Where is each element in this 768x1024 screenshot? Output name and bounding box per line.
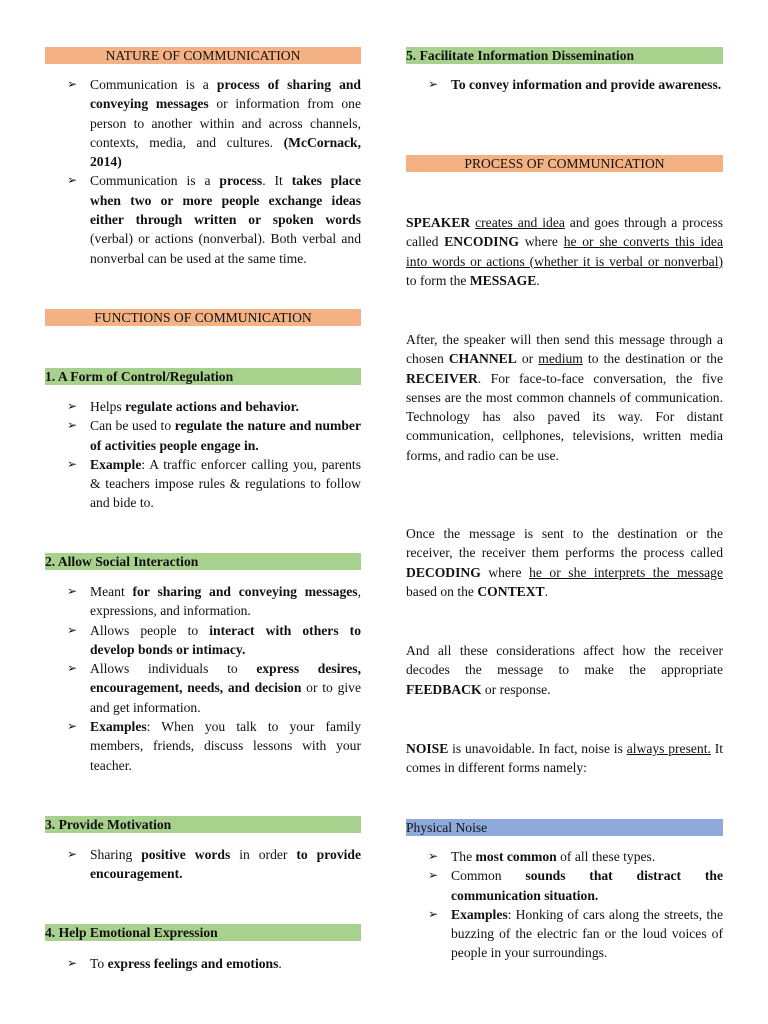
arrow-bullet-icon: ➢ <box>67 456 78 471</box>
physical-noise-list <box>406 847 723 963</box>
list-item: ➢ Examples: When you talk to your family members, friends, discuss lessons with your teacher. <box>67 719 361 773</box>
list-item: ➢ Communication is a process. It takes place when two or more people exchange ideas either through written or spoken words (verbal) or actions (nonverbal). Both verbal and nonverbal can be used at the same time. <box>67 173 361 266</box>
list-item: ➢ Helps regulate actions and behavior. <box>45 397 361 416</box>
list-item: ➢ Sharing positive words in order to provide encouragement. <box>67 847 361 882</box>
function-5-header: 5. Facilitate Information Dissemination <box>406 47 723 64</box>
function-1-list <box>45 397 361 513</box>
arrow-bullet-icon: ➢ <box>428 906 439 921</box>
function-2-header: 2. Allow Social Interaction <box>45 553 361 570</box>
process-paragraph-channel: After, the speaker will then send this message through a chosen CHANNEL or medium to the destination or the RECEIVER. For face-to-face conversation, the five senses are the most common channels of communication. Technology has also paved its way. For distant communication, cellphones, televisions, written media forms, and radio can be use. <box>406 332 723 463</box>
list-item: ➢ Communication is a process of sharing and conveying messages or information from one person to another within and across channels, contexts, media, and cultures. (McCornack, 2014) <box>67 77 362 170</box>
arrow-bullet-icon: ➢ <box>67 719 78 734</box>
function-2-list <box>45 582 361 775</box>
process-paragraph-speaker: SPEAKER creates and idea and goes through a process called ENCODING where he or she converts this idea into words or actions (whether it is verbal or nonverbal) to form the MESSAGE. <box>406 215 723 288</box>
arrow-bullet-icon: ➢ <box>67 584 78 598</box>
arrow-bullet-icon: ➢ <box>67 847 78 861</box>
list-item: ➢ Meant for sharing and conveying messages, expressions, and information. <box>67 584 361 619</box>
arrow-bullet-icon: ➢ <box>67 77 78 91</box>
list-item: ➢ To convey information and provide awareness. <box>406 75 723 94</box>
function-3-list <box>45 845 361 884</box>
function-4-list <box>45 954 361 973</box>
arrow-bullet-icon: ➢ <box>428 77 439 91</box>
process-paragraph-decoding: Once the message is sent to the destination or the receiver, the receiver them performs the process called DECODING where he or she interprets the message based on the CONTEXT. <box>406 526 723 599</box>
arrow-bullet-icon: ➢ <box>67 173 78 188</box>
arrow-bullet-icon: ➢ <box>428 868 439 883</box>
arrow-bullet-icon: ➢ <box>67 661 78 676</box>
arrow-bullet-icon: ➢ <box>67 418 78 433</box>
functions-header: FUNCTIONS OF COMMUNICATION <box>45 309 361 326</box>
physical-noise-header: Physical Noise <box>406 819 723 836</box>
nature-header: NATURE OF COMMUNICATION <box>45 47 361 64</box>
arrow-bullet-icon: ➢ <box>67 956 78 970</box>
function-1-header: 1. A Form of Control/Regulation <box>45 368 361 385</box>
function-4-header: 4. Help Emotional Expression <box>45 924 361 941</box>
arrow-bullet-icon: ➢ <box>67 399 78 413</box>
function-5-list <box>406 75 723 94</box>
function-3-header: 3. Provide Motivation <box>45 816 361 833</box>
arrow-bullet-icon: ➢ <box>428 849 439 863</box>
process-header: PROCESS OF COMMUNICATION <box>406 155 723 172</box>
list-item: ➢ Examples: Honking of cars along the streets, the buzzing of the electric fan or the loud voices of people in your surroundings. <box>428 906 723 961</box>
list-item: ➢ To express feelings and emotions. <box>45 954 361 973</box>
list-item: ➢ Example: A traffic enforcer calling you, parents & teachers impose rules & regulations to follow and bide to. <box>67 456 361 511</box>
process-paragraph-feedback: And all these considerations affect how the receiver decodes the message to make the appropriate FEEDBACK or response. <box>406 643 723 697</box>
list-item: ➢ The most common of all these types. <box>406 847 723 866</box>
list-item: ➢ Common sounds that distract the communication situation. <box>428 868 723 903</box>
process-paragraph-noise: NOISE is unavoidable. In fact, noise is always present. It comes in different forms namely: <box>406 741 723 776</box>
nature-list <box>45 75 361 268</box>
arrow-bullet-icon: ➢ <box>67 622 78 637</box>
list-item: ➢ Can be used to regulate the nature and number of activities people engage in. <box>67 418 361 453</box>
list-item: ➢ Allows individuals to express desires, encouragement, needs, and decision or to give and get information. <box>67 661 361 715</box>
list-item: ➢ Allows people to interact with others to develop bonds or intimacy. <box>67 622 362 657</box>
